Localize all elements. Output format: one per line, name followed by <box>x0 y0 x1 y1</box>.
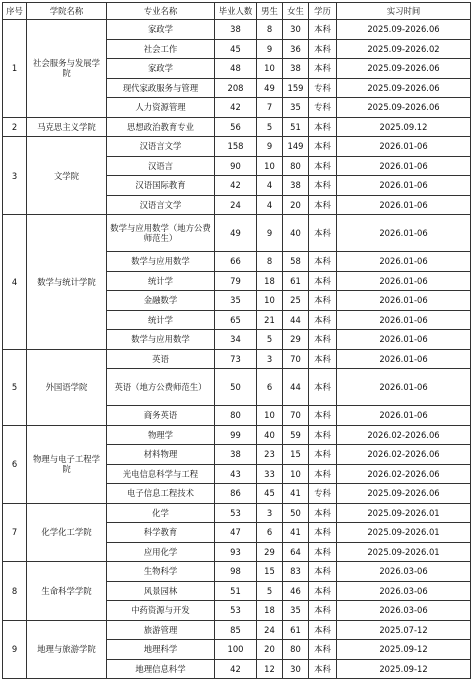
table-row <box>3 425 471 445</box>
table-row <box>3 137 471 157</box>
internship-time: 2026.03-06 <box>337 601 471 621</box>
female-count: 41 <box>283 484 309 504</box>
education-level: 本科 <box>309 425 337 445</box>
college-name: 外国语学院 <box>27 349 107 425</box>
group-number: 7 <box>3 503 27 562</box>
graduate-count: 158 <box>215 137 257 157</box>
male-count: 40 <box>257 425 283 445</box>
major-name: 商务英语 <box>107 406 215 426</box>
female-count: 70 <box>283 349 309 369</box>
graduate-count: 93 <box>215 542 257 562</box>
graduate-count: 56 <box>215 117 257 137</box>
female-count: 149 <box>283 137 309 157</box>
education-level: 本科 <box>309 59 337 79</box>
male-count: 12 <box>257 659 283 679</box>
internship-time: 2026.01-06 <box>337 252 471 272</box>
male-count: 7 <box>257 98 283 118</box>
education-level: 本科 <box>309 581 337 601</box>
group-number: 3 <box>3 137 27 215</box>
group-number: 2 <box>3 117 27 137</box>
internship-time: 2026.01-06 <box>337 349 471 369</box>
male-count: 5 <box>257 330 283 350</box>
female-count: 50 <box>283 503 309 523</box>
graduate-count: 53 <box>215 503 257 523</box>
graduate-count: 51 <box>215 581 257 601</box>
male-count: 10 <box>257 156 283 176</box>
female-count: 61 <box>283 620 309 640</box>
female-count: 38 <box>283 176 309 196</box>
graduate-count: 42 <box>215 659 257 679</box>
female-count: 46 <box>283 581 309 601</box>
graduate-count: 42 <box>215 98 257 118</box>
graduate-count: 47 <box>215 523 257 543</box>
major-name: 统计学 <box>107 310 215 330</box>
graduate-count: 86 <box>215 484 257 504</box>
female-count: 15 <box>283 445 309 465</box>
male-count: 8 <box>257 20 283 40</box>
graduate-count: 43 <box>215 464 257 484</box>
major-name: 汉语言文学 <box>107 195 215 215</box>
male-count: 23 <box>257 445 283 465</box>
internship-time: 2026.01-06 <box>337 291 471 311</box>
major-name: 光电信息科学与工程 <box>107 464 215 484</box>
major-name: 人力资源管理 <box>107 98 215 118</box>
internship-time: 2025.09-2026.06 <box>337 20 471 40</box>
major-name: 物理学 <box>107 425 215 445</box>
major-name: 数学与应用数学 <box>107 252 215 272</box>
table-row <box>3 503 471 523</box>
education-level: 本科 <box>309 215 337 252</box>
graduate-count: 208 <box>215 78 257 98</box>
internship-time: 2026.01-06 <box>337 195 471 215</box>
internship-time: 2026.01-06 <box>337 310 471 330</box>
college-name: 文学院 <box>27 137 107 215</box>
graduate-count: 66 <box>215 252 257 272</box>
header-row <box>3 3 471 20</box>
graduate-count: 38 <box>215 445 257 465</box>
graduate-count: 73 <box>215 349 257 369</box>
female-count: 30 <box>283 20 309 40</box>
internship-time: 2026.01-06 <box>337 330 471 350</box>
female-count: 83 <box>283 562 309 582</box>
graduate-count: 48 <box>215 59 257 79</box>
internship-time: 2026.01-06 <box>337 369 471 406</box>
female-count: 36 <box>283 39 309 59</box>
female-count: 40 <box>283 215 309 252</box>
graduate-count: 85 <box>215 620 257 640</box>
major-name: 生物科学 <box>107 562 215 582</box>
internship-time: 2025.09-2026.01 <box>337 542 471 562</box>
male-count: 18 <box>257 601 283 621</box>
major-name: 科学教育 <box>107 523 215 543</box>
education-level: 本科 <box>309 291 337 311</box>
graduate-count: 100 <box>215 640 257 660</box>
female-count: 25 <box>283 291 309 311</box>
graduate-count: 65 <box>215 310 257 330</box>
education-level: 本科 <box>309 640 337 660</box>
graduate-count: 50 <box>215 369 257 406</box>
major-name: 家政学 <box>107 20 215 40</box>
education-level: 本科 <box>309 195 337 215</box>
header-college: 学院名称 <box>27 3 107 20</box>
internship-time: 2026.01-06 <box>337 215 471 252</box>
major-name: 汉语国际教育 <box>107 176 215 196</box>
graduate-count: 35 <box>215 291 257 311</box>
female-count: 51 <box>283 117 309 137</box>
major-name: 金融数学 <box>107 291 215 311</box>
header-no: 序号 <box>3 3 27 20</box>
header-female: 女生 <box>283 3 309 20</box>
college-name: 物理与电子工程学院 <box>27 425 107 503</box>
major-name: 地理信息科学 <box>107 659 215 679</box>
education-level: 专科 <box>309 484 337 504</box>
college-name: 社会服务与发展学院 <box>27 20 107 118</box>
male-count: 6 <box>257 369 283 406</box>
major-name: 风景园林 <box>107 581 215 601</box>
female-count: 61 <box>283 271 309 291</box>
male-count: 5 <box>257 581 283 601</box>
education-level: 本科 <box>309 523 337 543</box>
major-name: 汉语言文学 <box>107 137 215 157</box>
male-count: 3 <box>257 349 283 369</box>
female-count: 80 <box>283 156 309 176</box>
major-name: 英语 <box>107 349 215 369</box>
graduate-count: 24 <box>215 195 257 215</box>
education-level: 本科 <box>309 39 337 59</box>
table-row <box>3 117 471 137</box>
internship-time: 2026.02-2026.06 <box>337 445 471 465</box>
header-major: 专业名称 <box>107 3 215 20</box>
male-count: 9 <box>257 39 283 59</box>
major-name: 旅游管理 <box>107 620 215 640</box>
graduate-count: 79 <box>215 271 257 291</box>
internship-time: 2025.09-2026.01 <box>337 503 471 523</box>
education-level: 本科 <box>309 330 337 350</box>
major-name: 材料物理 <box>107 445 215 465</box>
internship-time: 2026.01-06 <box>337 176 471 196</box>
male-count: 21 <box>257 310 283 330</box>
college-name: 地理与旅游学院 <box>27 620 107 679</box>
internship-time: 2026.01-06 <box>337 137 471 157</box>
internship-time: 2026.02-2026.06 <box>337 425 471 445</box>
graduate-count: 53 <box>215 601 257 621</box>
male-count: 6 <box>257 523 283 543</box>
table-body <box>3 20 471 679</box>
male-count: 10 <box>257 406 283 426</box>
male-count: 5 <box>257 117 283 137</box>
female-count: 30 <box>283 659 309 679</box>
education-level: 本科 <box>309 137 337 157</box>
male-count: 15 <box>257 562 283 582</box>
education-level: 本科 <box>309 406 337 426</box>
female-count: 20 <box>283 195 309 215</box>
male-count: 45 <box>257 484 283 504</box>
education-level: 本科 <box>309 369 337 406</box>
education-level: 本科 <box>309 20 337 40</box>
female-count: 41 <box>283 523 309 543</box>
education-level: 本科 <box>309 445 337 465</box>
major-name: 化学 <box>107 503 215 523</box>
group-number: 9 <box>3 620 27 679</box>
education-level: 本科 <box>309 503 337 523</box>
male-count: 18 <box>257 271 283 291</box>
internship-time: 2025.09-2026.02 <box>337 39 471 59</box>
major-name: 电子信息工程技术 <box>107 484 215 504</box>
female-count: 10 <box>283 464 309 484</box>
major-name: 数学与应用数学 <box>107 330 215 350</box>
graduate-count: 80 <box>215 406 257 426</box>
major-name: 思想政治教育专业 <box>107 117 215 137</box>
internship-time: 2025.09-2026.06 <box>337 484 471 504</box>
major-name: 统计学 <box>107 271 215 291</box>
education-level: 专科 <box>309 78 337 98</box>
education-level: 本科 <box>309 252 337 272</box>
header-education: 学历 <box>309 3 337 20</box>
education-level: 本科 <box>309 310 337 330</box>
male-count: 3 <box>257 503 283 523</box>
internship-table <box>2 2 471 679</box>
female-count: 70 <box>283 406 309 426</box>
education-level: 专科 <box>309 98 337 118</box>
female-count: 59 <box>283 425 309 445</box>
college-name: 化学化工学院 <box>27 503 107 562</box>
education-level: 本科 <box>309 156 337 176</box>
female-count: 29 <box>283 330 309 350</box>
major-name: 地理科学 <box>107 640 215 660</box>
male-count: 4 <box>257 176 283 196</box>
female-count: 64 <box>283 542 309 562</box>
graduate-count: 49 <box>215 215 257 252</box>
education-level: 本科 <box>309 271 337 291</box>
header-male: 男生 <box>257 3 283 20</box>
header-internship-time: 实习时间 <box>337 3 471 20</box>
education-level: 本科 <box>309 562 337 582</box>
group-number: 4 <box>3 215 27 350</box>
male-count: 10 <box>257 291 283 311</box>
education-level: 本科 <box>309 542 337 562</box>
female-count: 38 <box>283 59 309 79</box>
male-count: 33 <box>257 464 283 484</box>
internship-time: 2025.07-12 <box>337 620 471 640</box>
education-level: 本科 <box>309 349 337 369</box>
major-name: 社会工作 <box>107 39 215 59</box>
male-count: 24 <box>257 620 283 640</box>
education-level: 本科 <box>309 620 337 640</box>
education-level: 本科 <box>309 117 337 137</box>
male-count: 9 <box>257 137 283 157</box>
college-name: 马克思主义学院 <box>27 117 107 137</box>
college-name: 数学与统计学院 <box>27 215 107 350</box>
male-count: 4 <box>257 195 283 215</box>
graduate-count: 38 <box>215 20 257 40</box>
table-row <box>3 349 471 369</box>
group-number: 1 <box>3 20 27 118</box>
male-count: 8 <box>257 252 283 272</box>
internship-time: 2026.03-06 <box>337 581 471 601</box>
graduate-count: 90 <box>215 156 257 176</box>
table-row <box>3 620 471 640</box>
male-count: 49 <box>257 78 283 98</box>
group-number: 6 <box>3 425 27 503</box>
major-name: 现代家政服务与管理 <box>107 78 215 98</box>
major-name: 中药资源与开发 <box>107 601 215 621</box>
male-count: 9 <box>257 215 283 252</box>
internship-time: 2025.09-2026.01 <box>337 523 471 543</box>
graduate-count: 34 <box>215 330 257 350</box>
table-row <box>3 562 471 582</box>
table-row <box>3 20 471 40</box>
internship-time: 2026.01-06 <box>337 156 471 176</box>
internship-time: 2026.02-2026.06 <box>337 464 471 484</box>
female-count: 35 <box>283 98 309 118</box>
male-count: 20 <box>257 640 283 660</box>
education-level: 本科 <box>309 464 337 484</box>
college-name: 生命科学学院 <box>27 562 107 621</box>
female-count: 58 <box>283 252 309 272</box>
group-number: 8 <box>3 562 27 621</box>
female-count: 44 <box>283 310 309 330</box>
internship-time: 2026.01-06 <box>337 406 471 426</box>
education-level: 本科 <box>309 176 337 196</box>
group-number: 5 <box>3 349 27 425</box>
graduate-count: 45 <box>215 39 257 59</box>
major-name: 汉语言 <box>107 156 215 176</box>
internship-time: 2025.09-2026.06 <box>337 78 471 98</box>
major-name: 数学与应用数学（地方公费师范生） <box>107 215 215 252</box>
female-count: 80 <box>283 640 309 660</box>
female-count: 159 <box>283 78 309 98</box>
major-name: 应用化学 <box>107 542 215 562</box>
internship-time: 2025.09-12 <box>337 640 471 660</box>
female-count: 44 <box>283 369 309 406</box>
internship-time: 2025.09.12 <box>337 117 471 137</box>
internship-time: 2025.09-2026.06 <box>337 98 471 118</box>
internship-time: 2026.01-06 <box>337 271 471 291</box>
header-total: 毕业人数 <box>215 3 257 20</box>
graduate-count: 99 <box>215 425 257 445</box>
major-name: 家政学 <box>107 59 215 79</box>
internship-time: 2026.03-06 <box>337 562 471 582</box>
male-count: 29 <box>257 542 283 562</box>
education-level: 本科 <box>309 601 337 621</box>
graduate-count: 98 <box>215 562 257 582</box>
internship-time: 2025.09-12 <box>337 659 471 679</box>
internship-time: 2025.09-2026.06 <box>337 59 471 79</box>
education-level: 本科 <box>309 659 337 679</box>
male-count: 10 <box>257 59 283 79</box>
major-name: 英语（地方公费师范生） <box>107 369 215 406</box>
graduate-count: 42 <box>215 176 257 196</box>
female-count: 35 <box>283 601 309 621</box>
table-row <box>3 215 471 252</box>
